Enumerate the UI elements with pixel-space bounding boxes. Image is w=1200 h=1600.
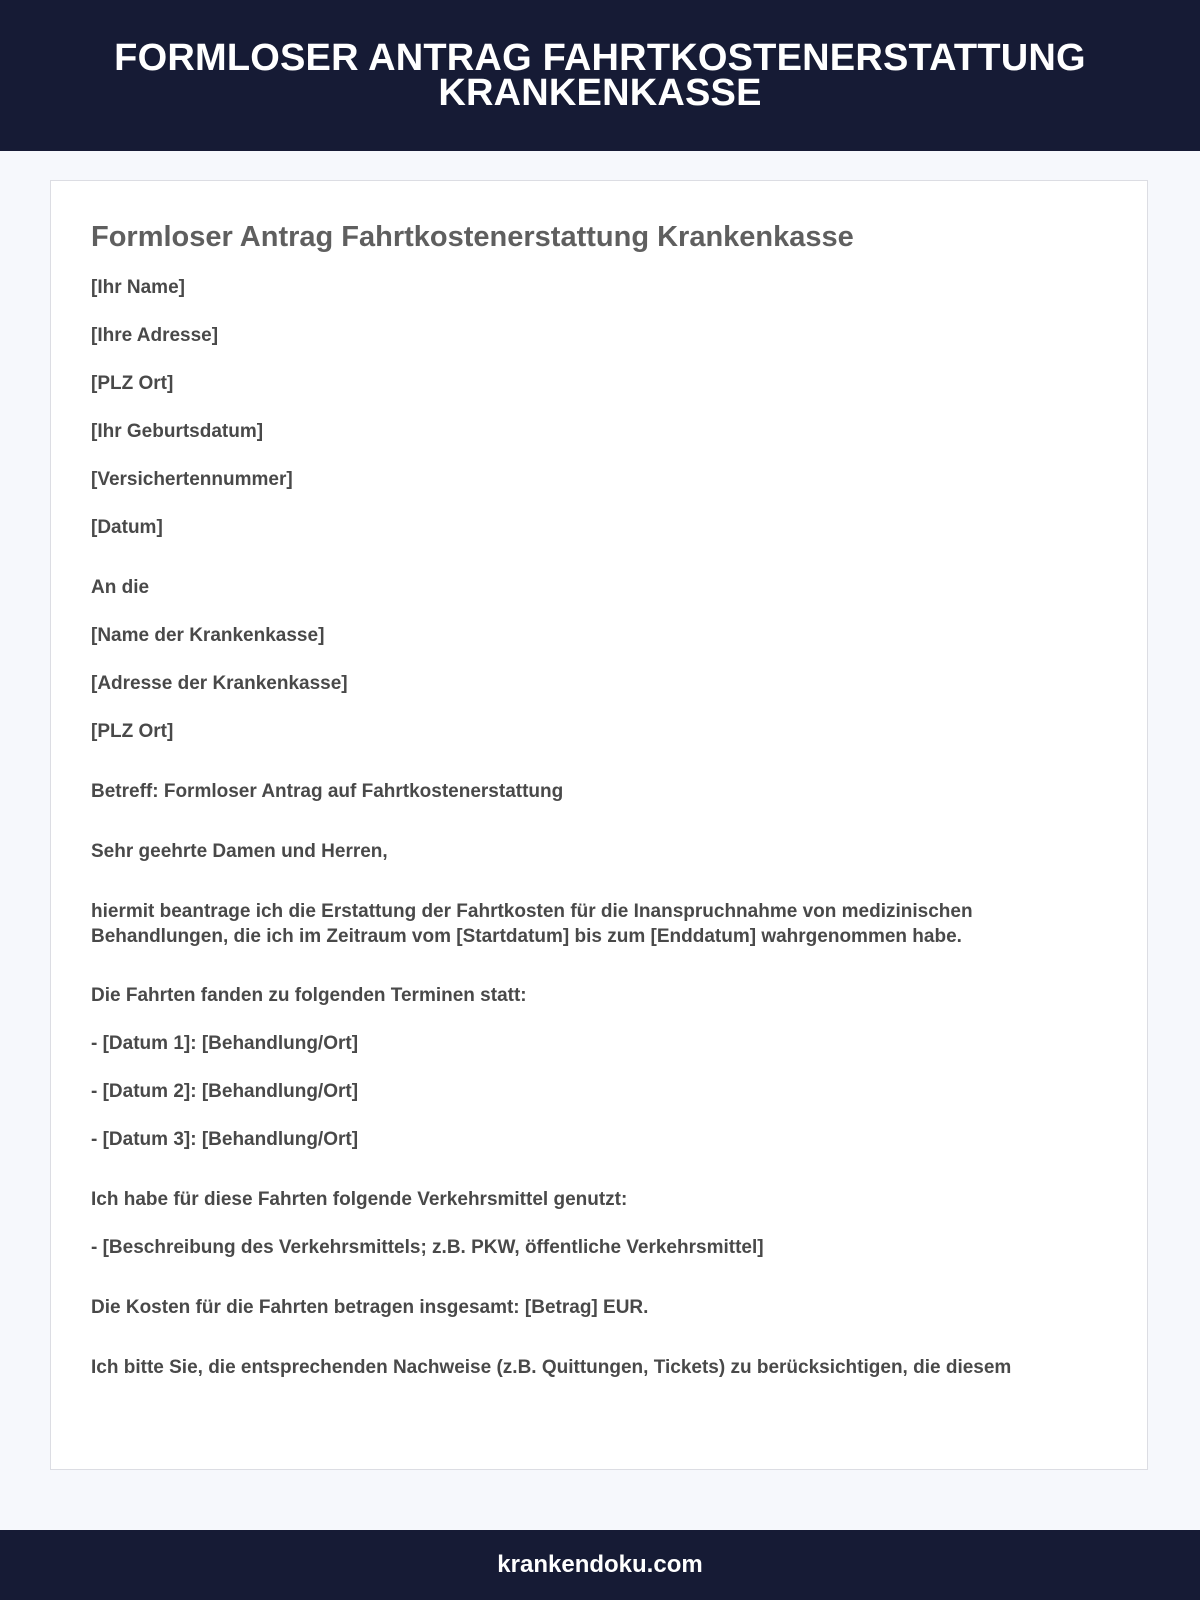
- page-header: [0, 0, 1200, 151]
- subject-line: Betreff: Formloser Antrag auf Fahrtkostenerstattung: [91, 781, 564, 802]
- sender-insurance-number: [Versichertennummer]: [91, 469, 293, 490]
- salutation: Sehr geehrte Damen und Herren,: [91, 841, 388, 862]
- transport-item: - [Beschreibung des Verkehrsmittels; z.B. PKW, öffentliche Verkehrsmittel]: [91, 1237, 764, 1258]
- intro-paragraph: hiermit beantrage ich die Erstattung der Fahrtkosten für die Inanspruchnahme von medizinischen Behandlungen, die ich im Zeitraum vom [Startdatum] bis zum [Enddatum] wahrgenommen habe.: [91, 901, 973, 947]
- page-footer: [0, 1530, 1200, 1600]
- recipient-zip-city: [PLZ Ort]: [91, 721, 174, 742]
- sender-birthdate: [Ihr Geburtsdatum]: [91, 421, 264, 442]
- recipient-intro: An die: [91, 577, 150, 598]
- recipient-address: [Adresse der Krankenkasse]: [91, 673, 348, 694]
- recipient-name: [Name der Krankenkasse]: [91, 625, 325, 646]
- appointment-item: - [Datum 2]: [Behandlung/Ort]: [91, 1081, 359, 1102]
- request-paragraph: Ich bitte Sie, die entsprechenden Nachweise (z.B. Quittungen, Tickets) zu berücksichtigen, die diesem: [91, 1357, 1012, 1378]
- sender-address: [Ihre Adresse]: [91, 325, 219, 346]
- page-header-title: FORMLOSER ANTRAG FAHRTKOSTENERSTATTUNG KRANKENKASSE: [114, 36, 1086, 114]
- sender-name: [Ihr Name]: [91, 277, 185, 298]
- footer-site-link[interactable]: krankendoku.com: [497, 1551, 703, 1578]
- document-title: Formloser Antrag Fahrtkostenerstattung Krankenkasse: [91, 221, 854, 253]
- transport-intro: Ich habe für diese Fahrten folgende Verkehrsmittel genutzt:: [91, 1189, 628, 1210]
- sender-date: [Datum]: [91, 517, 163, 538]
- sender-zip-city: [PLZ Ort]: [91, 373, 174, 394]
- appointment-item: - [Datum 3]: [Behandlung/Ort]: [91, 1129, 359, 1150]
- appointment-item: - [Datum 1]: [Behandlung/Ort]: [91, 1033, 359, 1054]
- costs-line: Die Kosten für die Fahrten betragen insgesamt: [Betrag] EUR.: [91, 1297, 649, 1318]
- appointments-intro: Die Fahrten fanden zu folgenden Terminen statt:: [91, 985, 527, 1006]
- letter-card: [50, 180, 1148, 1470]
